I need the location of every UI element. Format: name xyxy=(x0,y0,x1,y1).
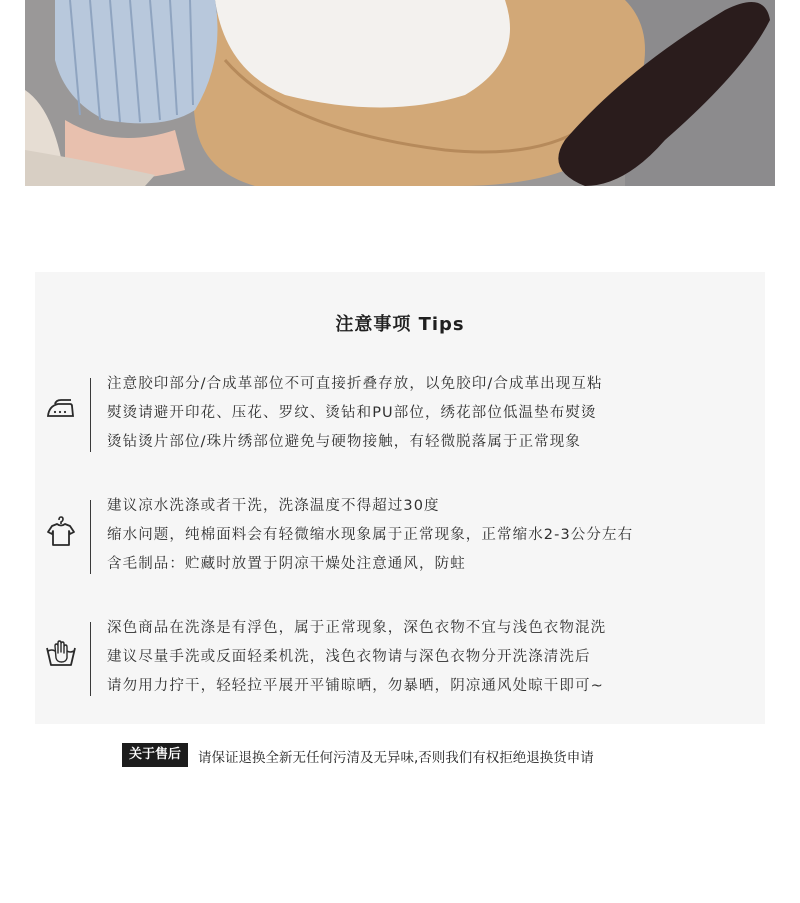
tip-line: 缩水问题，纯棉面料会有轻微缩水现象属于正常现象，正常缩水2-3公分左右 xyxy=(107,527,634,543)
tips-section-ironing xyxy=(35,372,765,452)
tips-section-hand-wash xyxy=(35,616,765,696)
hand-wash-icon xyxy=(44,636,78,670)
tip-line: 注意胶印部分/合成革部位不可直接折叠存放，以免胶印/合成革出现互粘 xyxy=(107,376,603,392)
photo-illustration xyxy=(25,0,775,186)
product-photo xyxy=(25,0,775,186)
tip-line: 建议尽量手洗或反面轻柔机洗，浅色衣物请与深色衣物分开洗涤清洗后 xyxy=(107,649,591,665)
after-sale-text: 请保证退换全新无任何污清及无异味,否则我们有权拒绝退换货申请 xyxy=(198,750,594,766)
tips-card xyxy=(35,272,765,724)
hanging-shirt-icon xyxy=(44,514,78,548)
tip-line: 请勿用力拧干，轻轻拉平展开平铺晾晒，勿暴晒，阴凉通风处晾干即可~ xyxy=(107,678,604,694)
tip-line: 含毛制品：贮藏时放置于阴凉干燥处注意通风，防蛀 xyxy=(107,556,466,572)
section-divider xyxy=(90,622,91,696)
tip-line: 熨烫请避开印花、压花、罗纹、烫钻和PU部位，绣花部位低温垫布熨烫 xyxy=(107,405,597,421)
iron-icon xyxy=(44,392,78,426)
tips-section-washing xyxy=(35,494,765,574)
tip-line: 深色商品在洗涤是有浮色，属于正常现象，深色衣物不宜与浅色衣物混洗 xyxy=(107,620,607,636)
after-sale-badge: 关于售后 xyxy=(122,743,188,767)
tip-line: 烫钻烫片部位/珠片绣部位避免与硬物接触，有轻微脱落属于正常现象 xyxy=(107,434,581,450)
tips-title: 注意事项 Tips xyxy=(335,314,465,335)
tip-line: 建议凉水洗涤或者干洗，洗涤温度不得超过30度 xyxy=(107,498,440,514)
section-divider xyxy=(90,500,91,574)
section-divider xyxy=(90,378,91,452)
